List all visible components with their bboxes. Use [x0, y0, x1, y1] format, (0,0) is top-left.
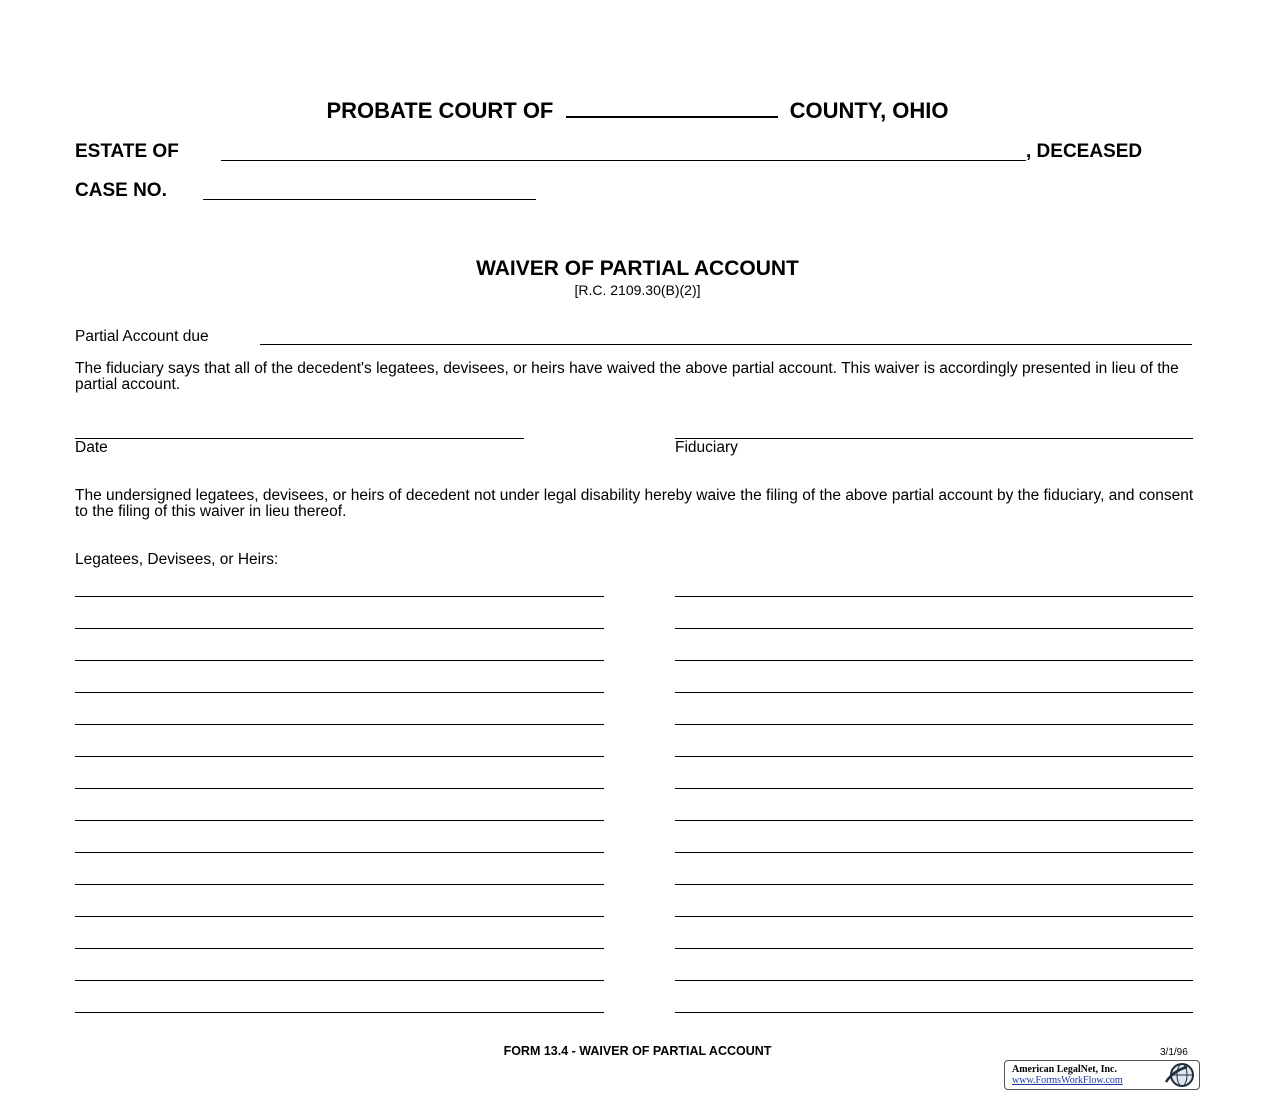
heir-signature-line[interactable] — [675, 852, 1193, 853]
deceased-label: , DECEASED — [1026, 141, 1143, 162]
heir-signature-line[interactable] — [75, 884, 604, 885]
county-field[interactable] — [566, 98, 778, 118]
court-prefix: PROBATE COURT OF — [326, 98, 554, 123]
heir-signature-line[interactable] — [75, 628, 604, 629]
heir-signature-line[interactable] — [75, 852, 604, 853]
heir-signature-line[interactable] — [75, 788, 604, 789]
heir-signature-line[interactable] — [675, 692, 1193, 693]
estate-label: ESTATE OF — [75, 141, 179, 162]
heir-signature-line[interactable] — [75, 724, 604, 725]
logo-company-name: American LegalNet, Inc. — [1012, 1064, 1117, 1075]
publisher-logo[interactable] — [1004, 1060, 1200, 1090]
heir-signature-line[interactable] — [75, 596, 604, 597]
heir-signature-line[interactable] — [75, 916, 604, 917]
heir-signature-line[interactable] — [675, 1012, 1193, 1013]
fiduciary-label: Fiduciary — [675, 439, 738, 456]
fiduciary-statement: The fiduciary says that all of the decedent's legatees, devisees, or heirs have waived the above partial account. This waiver is accordingly presented in lieu of the partial account. — [75, 360, 1179, 393]
partial-account-due-label: Partial Account due — [75, 328, 209, 345]
heir-signature-line[interactable] — [75, 1012, 604, 1013]
heir-signature-line[interactable] — [75, 948, 604, 949]
estate-name-field[interactable] — [221, 160, 1026, 161]
globe-icon — [1163, 1062, 1197, 1088]
court-suffix: COUNTY, OHIO — [789, 98, 949, 123]
heir-signature-line[interactable] — [675, 788, 1193, 789]
court-title — [0, 98, 1275, 124]
statute-citation: [R.C. 2109.30(B)(2)] — [574, 282, 701, 298]
heir-signature-line[interactable] — [675, 948, 1193, 949]
heir-signature-line[interactable] — [675, 916, 1193, 917]
case-number-label: CASE NO. — [75, 180, 167, 201]
case-number-field[interactable] — [203, 199, 536, 200]
date-label: Date — [75, 439, 108, 456]
fiduciary-signature-field[interactable] — [675, 438, 1193, 439]
heir-signature-line[interactable] — [675, 628, 1193, 629]
heir-signature-line[interactable] — [675, 820, 1193, 821]
heir-signature-line[interactable] — [675, 596, 1193, 597]
logo-url-link[interactable]: www.FormsWorkFlow.com — [1012, 1075, 1123, 1086]
heir-signature-line[interactable] — [75, 756, 604, 757]
revision-date: 3/1/96 — [1160, 1047, 1188, 1058]
heir-signature-line[interactable] — [675, 724, 1193, 725]
heir-signature-line[interactable] — [75, 820, 604, 821]
heir-signature-line[interactable] — [675, 884, 1193, 885]
date-field[interactable] — [75, 438, 524, 439]
heir-signature-line[interactable] — [75, 980, 604, 981]
document-title: WAIVER OF PARTIAL ACCOUNT — [476, 257, 799, 280]
heir-signature-line[interactable] — [675, 980, 1193, 981]
heir-signature-line[interactable] — [675, 660, 1193, 661]
heirs-label: Legatees, Devisees, or Heirs: — [75, 551, 279, 568]
heir-signature-line[interactable] — [75, 692, 604, 693]
heir-signature-line[interactable] — [675, 756, 1193, 757]
heir-signature-line[interactable] — [75, 660, 604, 661]
undersigned-statement: The undersigned legatees, devisees, or heirs of decedent not under legal disability hereby waive the filing of the above partial account by the fiduciary, and consent to the filing of this waiver in lieu thereof. — [75, 487, 1194, 520]
form-footer-label: FORM 13.4 - WAIVER OF PARTIAL ACCOUNT — [503, 1044, 772, 1058]
partial-account-due-field[interactable] — [260, 344, 1192, 345]
